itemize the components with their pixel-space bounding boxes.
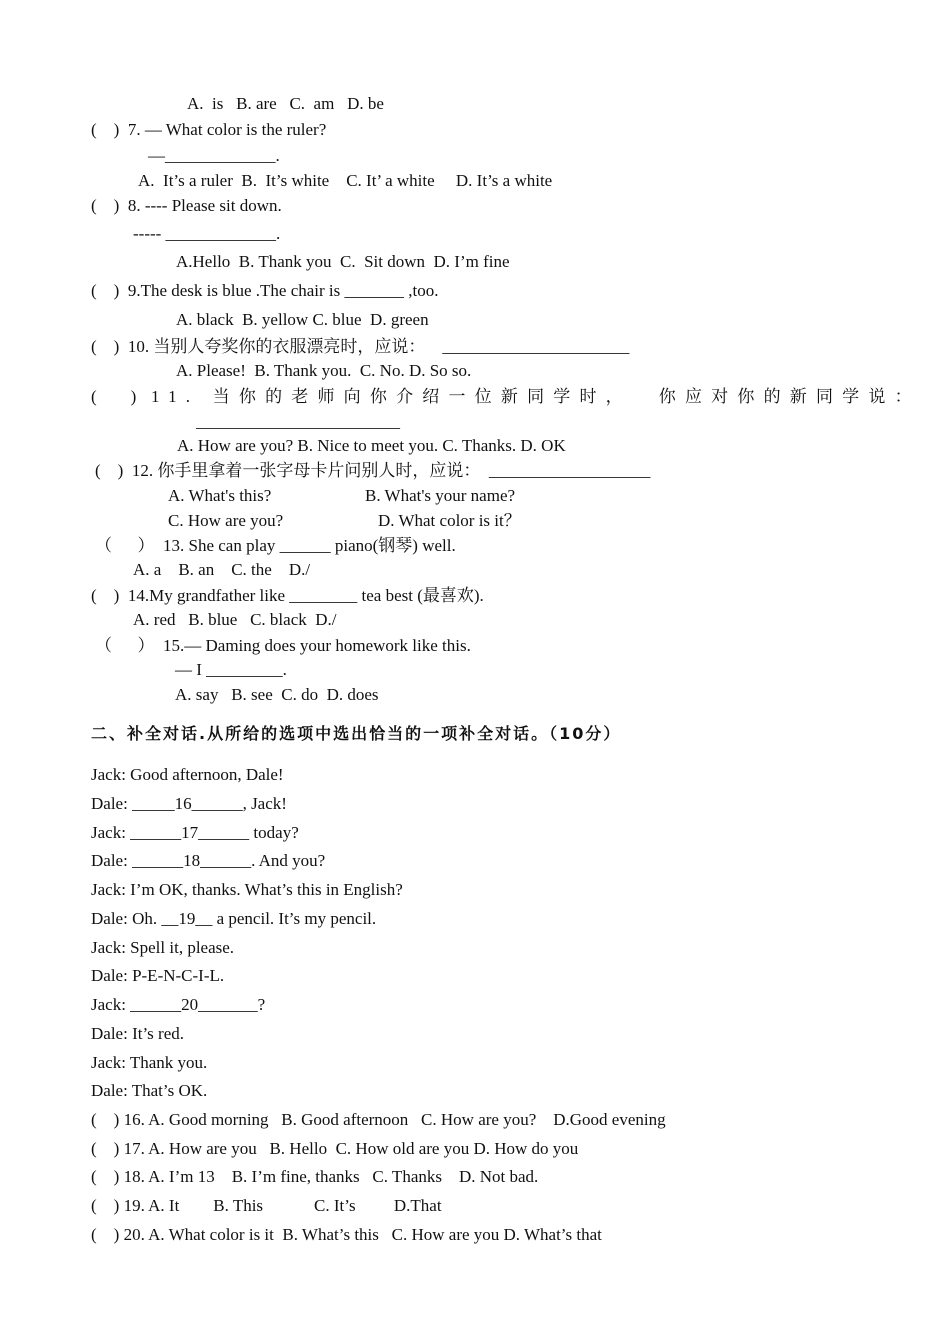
question-7-stem: ( ) 7. — What color is the ruler? <box>91 120 327 139</box>
question-15-options: A. say B. see C. do D. does <box>175 685 379 704</box>
question-13-stem: （ ） 13. She can play ______ piano(钢琴) well. <box>95 536 456 555</box>
question-12-option-b: B. What's your name? <box>365 486 516 505</box>
section-2-heading: 二、补全对话.从所给的选项中选出恰当的一项补全对话。（10分） <box>91 724 622 743</box>
dialogue-line: Dale: Oh. __19__ a pencil. It’s my pencil. <box>91 909 377 928</box>
question-14-stem: ( ) 14.My grandfather like ________ tea best (最喜欢). <box>91 586 484 605</box>
question-10-options: A. Please! B. Thank you. C. No. D. So so. <box>176 361 472 380</box>
question-10-stem: ( ) 10. 当别人夸奖你的衣服漂亮时，应说： ______________________ <box>91 337 630 356</box>
question-11-stem: 11. 当你的老师向你介绍一位新同学时， 你应对你的新同学说： <box>151 387 921 406</box>
dialogue-line: Jack: Spell it, please. <box>91 938 235 957</box>
question-12-option-d: D. What color is it？ <box>378 511 521 530</box>
dialogue-line: Jack: ______20_______? <box>91 995 266 1014</box>
question-7-answer: —_____________. <box>148 146 280 165</box>
dialogue-line: Dale: _____16______, Jack! <box>91 794 287 813</box>
dialogue-line: Dale: That’s OK. <box>91 1081 208 1100</box>
question-11-paren: ( ) <box>91 387 137 406</box>
question-11-blank: ________________________ <box>196 412 400 431</box>
question-8-stem: ( ) 8. ---- Please sit down. <box>91 196 282 215</box>
question-13-options: A. a B. an C. the D./ <box>133 560 311 579</box>
dialogue-line: Dale: P-E-N-C-I-L. <box>91 966 225 985</box>
question-7-options: A. It’s a ruler B. It’s white C. It’ a white D. It’s a white <box>138 171 553 190</box>
choice-row-17: ( ) 17. A. How are you B. Hello C. How old are you D. How do you <box>91 1139 579 1158</box>
question-12-stem: ( ) 12. 你手里拿着一张字母卡片问别人时，应说： ___________________ <box>95 461 651 480</box>
dialogue-line: Dale: It’s red. <box>91 1024 184 1043</box>
choice-row-18: ( ) 18. A. I’m 13 B. I’m fine, thanks C. Thanks D. Not bad. <box>91 1167 539 1186</box>
question-11-options: A. How are you? B. Nice to meet you. C. Thanks. D. OK <box>177 436 566 455</box>
question-6-options: A. is B. are C. am D. be <box>187 94 384 113</box>
question-12-option-c: C. How are you? <box>168 511 284 530</box>
dialogue-line: Jack: Thank you. <box>91 1053 208 1072</box>
dialogue-line: Jack: Good afternoon, Dale! <box>91 765 284 784</box>
question-9-stem: ( ) 9.The desk is blue .The chair is _______ ,too. <box>91 281 439 300</box>
question-8-options: A.Hello B. Thank you C. Sit down D. I’m fine <box>176 252 510 271</box>
choice-row-19: ( ) 19. A. It B. This C. It’s D.That <box>91 1196 442 1215</box>
question-12-option-a: A. What's this? <box>168 486 272 505</box>
question-14-options: A. red B. blue C. black D./ <box>133 610 337 629</box>
question-15-stem: （ ） 15.— Daming does your homework like this. <box>95 636 471 655</box>
choice-row-20: ( ) 20. A. What color is it B. What’s this C. How are you D. What’s that <box>91 1225 602 1244</box>
question-15-answer: — I _________. <box>175 660 287 679</box>
question-8-answer: ----- _____________. <box>133 224 281 243</box>
dialogue-line: Jack: I’m OK, thanks. What’s this in English? <box>91 880 403 899</box>
choice-row-16: ( ) 16. A. Good morning B. Good afternoon C. How are you? D.Good evening <box>91 1110 666 1129</box>
dialogue-line: Dale: ______18______. And you? <box>91 851 326 870</box>
question-9-options: A. black B. yellow C. blue D. green <box>176 310 429 329</box>
dialogue-line: Jack: ______17______ today? <box>91 823 299 842</box>
